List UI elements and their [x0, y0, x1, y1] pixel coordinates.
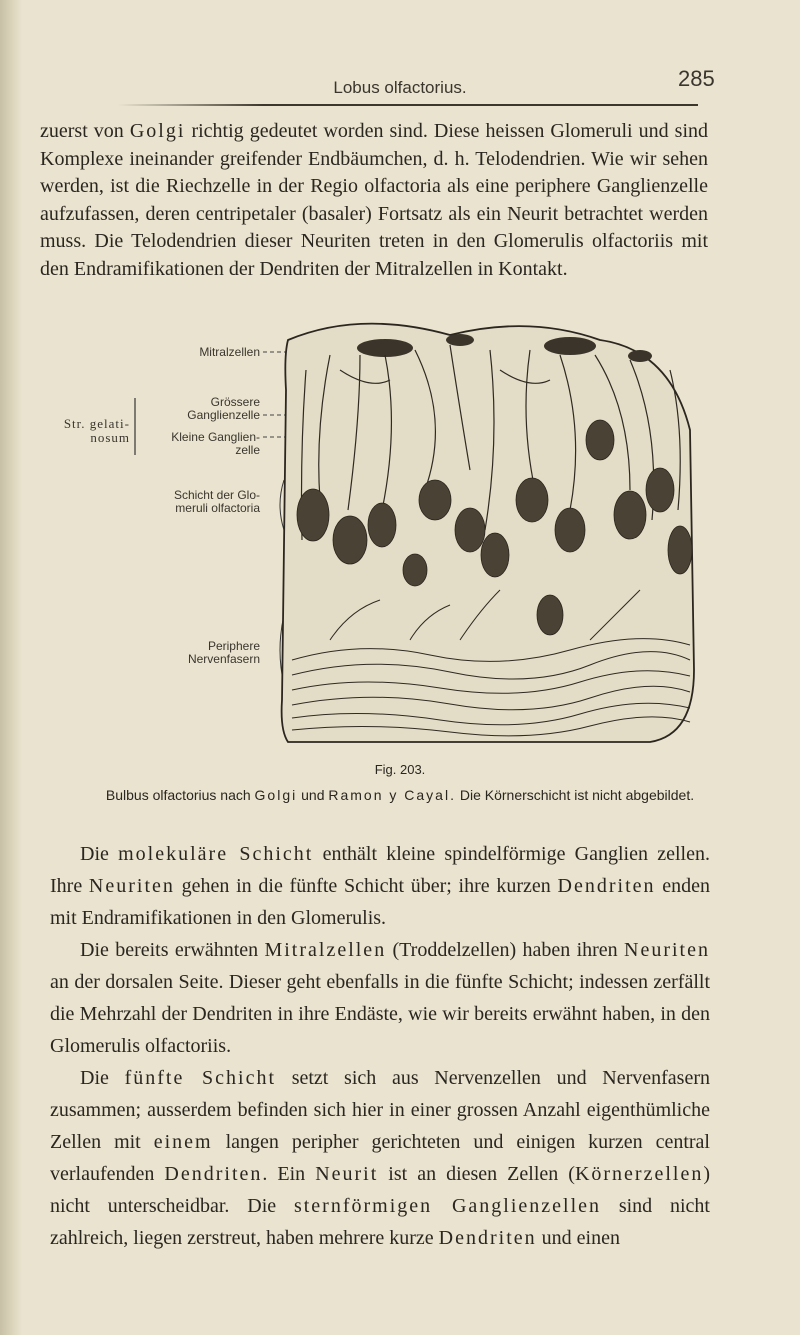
caption-text-c: Die Körnerschicht ist nicht abgebildet.: [455, 787, 695, 803]
figure-203: [30, 310, 720, 750]
body-paragraph-3: [50, 1062, 710, 1254]
body-paragraph-1: [50, 838, 710, 934]
figure-number: Fig. 203.: [374, 762, 426, 777]
intro-text-a: zuerst von: [40, 120, 130, 142]
caption-ramon: Ramon y Cayal.: [328, 787, 456, 803]
term-dendriten: Dendriten: [557, 875, 656, 897]
caption-text-b: und: [297, 787, 329, 803]
p1-text-a: Die: [80, 843, 119, 865]
intro-text-b: richtig gedeutet worden sind. Diese heissen Glomeruli und sind Komplexe ineinander greifender Endbäumchen, d. h. Telodendrien. Wie wir sehen werden, ist die Riechzelle in der Regio olfactoria als eine periphere Ganglienzelle aufzufassen, deren centripetaler (basaler) Fortsatz als ein Neurit betrachtet werden muss. Die Telodendrien dieser Neuriten treten in den Glomerulis olfactoriis mit den Endramifikationen der Dendriten der Mitralzellen in Kontakt.: [40, 120, 708, 280]
term-einem: einem: [153, 1131, 213, 1153]
page-number: 285: [678, 66, 715, 91]
p2-text-c: an der dorsalen Seite. Dieser geht ebenfalls in die fünfte Schicht; indessen zerfällt die Mehrzahl der Dendriten in ihre Endäste, wie wir bereits erwähnt haben, in den Glomerulis olfactoriis.: [50, 971, 710, 1057]
label-schicht-1: Schicht der Glo-: [173, 488, 260, 502]
p3-text-b: setzt sich aus Nervenzellen und Nervenfasern zusammen; ausserdem befinden sich hier in einer grossen Anzahl eigenthümliche Zellen mit: [50, 1067, 710, 1153]
label-str-1: Str. gelati-: [63, 416, 130, 431]
running-head-title: Lobus olfactorius.: [333, 78, 467, 97]
label-groessere-2: Ganglienzelle: [187, 408, 260, 422]
author-golgi: Golgi: [129, 120, 186, 142]
body-paragraph-2: [50, 934, 710, 1062]
term-neurit: Neurit: [315, 1163, 379, 1185]
header-rule: [118, 104, 698, 106]
figure-caption: [70, 786, 730, 805]
p3-text-f: ) nicht unterscheidbar. Die: [50, 1163, 710, 1217]
p3-text-c: langen peripher gerichteten und einigen kurzen central verlaufenden: [50, 1131, 710, 1185]
caption-golgi: Golgi: [254, 787, 298, 803]
label-str-2: nosum: [90, 430, 130, 445]
term-dendriten-2: Dendriten: [164, 1163, 263, 1185]
body-text: [50, 838, 710, 1254]
term-molekulaere-schicht: molekuläre Schicht: [118, 843, 314, 865]
term-neuriten-2: Neuriten: [624, 939, 710, 961]
p3-text-a: Die: [80, 1067, 125, 1089]
label-mitralzellen: Mitralzellen: [199, 345, 260, 359]
term-fuenfte-schicht: fünfte Schicht: [124, 1067, 277, 1089]
p3-text-e: ist an diesen Zellen (: [378, 1163, 575, 1185]
label-periphere-1: Periphere: [207, 639, 260, 653]
label-kleine-2: zelle: [235, 443, 260, 457]
p1-text-b: enthält kleine spindelförmige Ganglien zellen. Ihre: [50, 843, 710, 897]
page-spine-shadow: [0, 0, 22, 1335]
label-kleine-1: Kleine Ganglien-: [171, 430, 260, 444]
label-schicht-2: meruli olfactoria: [175, 501, 260, 515]
p2-text-a: Die bereits erwähnten: [80, 939, 265, 961]
p3-text-h: und einen: [536, 1227, 620, 1249]
caption-text-a: Bulbus olfactorius nach: [105, 787, 255, 803]
intro-paragraph: [40, 118, 708, 283]
term-neuriten: Neuriten: [88, 875, 175, 897]
p3-text-g: sind nicht zahlreich, liegen zerstreut, haben mehrere kurze: [50, 1195, 710, 1249]
term-mitralzellen: Mitralzellen: [264, 939, 387, 961]
term-dendriten-3: Dendriten: [438, 1227, 537, 1249]
p3-text-d: . Ein: [262, 1163, 316, 1185]
term-koernerzellen: Körnerzellen: [574, 1163, 704, 1185]
label-groessere-1: Grössere: [210, 395, 260, 409]
term-sternfoermige-ganglienzellen: sternförmigen Ganglienzellen: [293, 1195, 602, 1217]
label-periphere-2: Nervenfasern: [187, 652, 260, 666]
p1-text-c: gehen in die fünfte Schicht über; ihre kurzen: [174, 875, 558, 897]
bulbus-olfactorius-drawing: [30, 310, 720, 750]
p1-text-d: enden mit Endramifikationen in den Glomerulis.: [50, 875, 710, 929]
p2-text-b: (Troddelzellen) haben ihren: [386, 939, 625, 961]
